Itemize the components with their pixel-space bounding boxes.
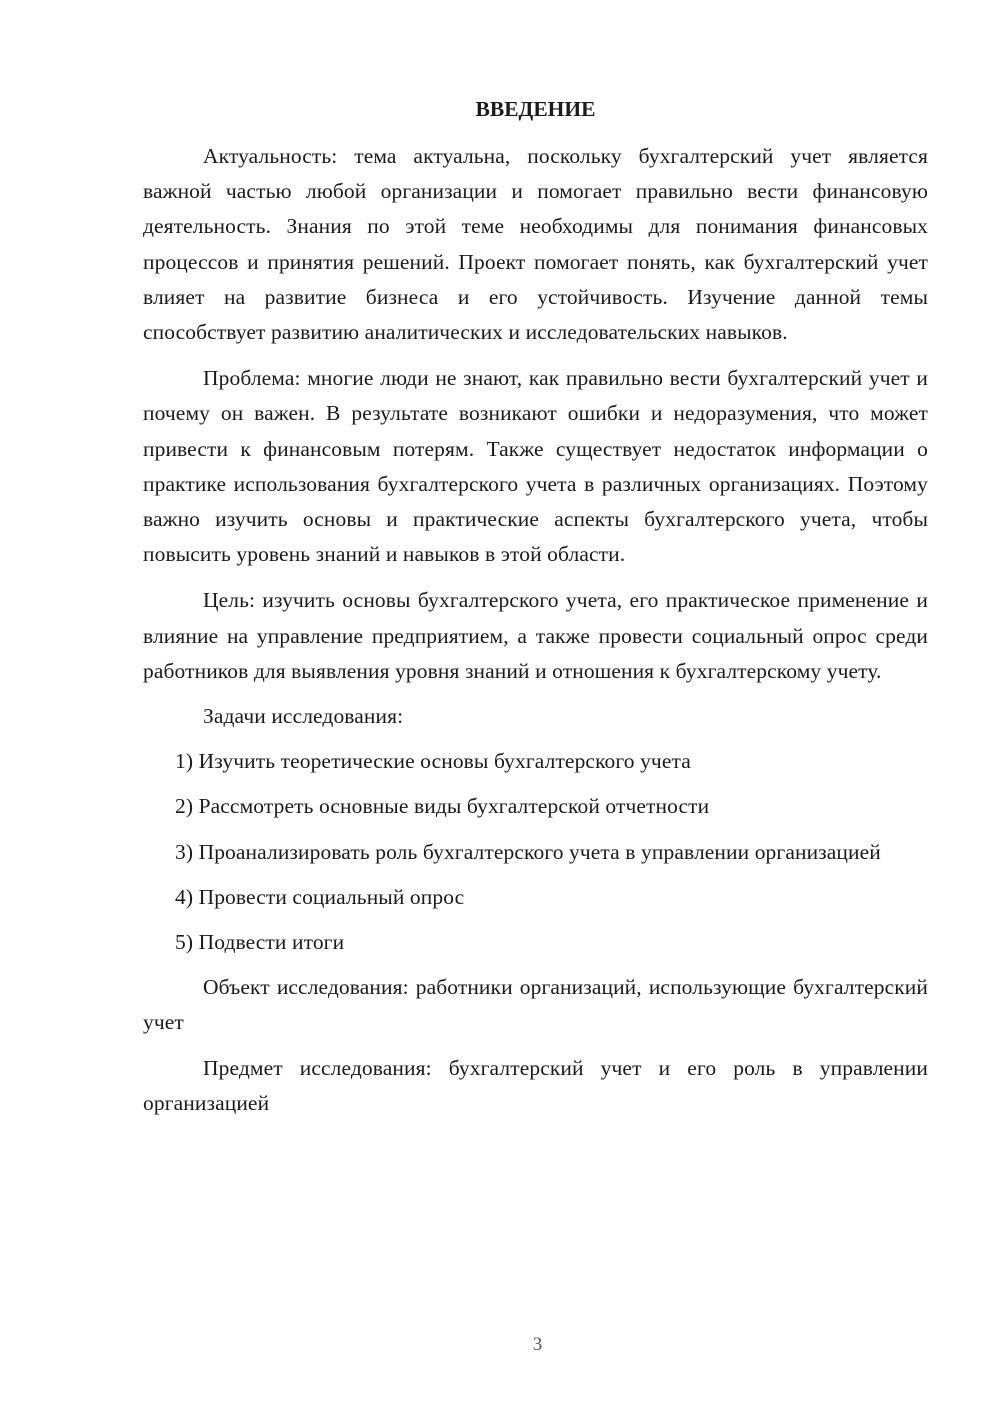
subject-paragraph: Предмет исследования: бухгалтерский учет и его роль в управлении организацией (143, 1055, 928, 1115)
task-item: 3) Проанализировать роль бухгалтерского учета в управлении организацией (175, 839, 881, 864)
relevance-paragraph: Актуальность: тема актуальна, поскольку бухгалтерский учет является важной частью любой организации и помогает правильно вести финансовую деятельность. Знания по этой теме необходимы для понимания финансовых процессов и принятия решений. Проект помогает понять, как бухгалтерский учет влияет на развитие бизнеса и его устойчивость. Изучение данной темы способствует развитию аналитических и исследовательских навыков. (143, 144, 928, 345)
problem-paragraph: Проблема: многие люди не знают, как правильно вести бухгалтерский учет и почему он важен. В результате возникают ошибки и недоразумения, что может привести к финансовым потерям. Также существует недостаток информации о практике использования бухгалтерского учета в различных организациях. Поэтому важно изучить основы и практические аспекты бухгалтерского учета, чтобы повысить уровень знаний и навыков в этой области. (143, 366, 928, 567)
tasks-title: Задачи исследования: (203, 704, 404, 729)
object-paragraph: Объект исследования: работники организаций, использующие бухгалтерский учет (143, 975, 928, 1035)
page-content (143, 92, 928, 1131)
goal-paragraph: Цель: изучить основы бухгалтерского учета, его практическое применение и влияние на управление предприятием, а также провести социальный опрос среди работников для выявления уровня знаний и отношения к бухгалтерскому учету. (143, 588, 928, 683)
page-number: 3 (532, 1334, 543, 1355)
section-heading: ВВЕДЕНИЕ (475, 97, 596, 121)
task-item: 5) Подвести итоги (175, 930, 345, 955)
task-item: 1) Изучить теоретические основы бухгалтерского учета (175, 749, 691, 774)
task-item: 4) Провести социальный опрос (175, 884, 465, 909)
task-item: 2) Рассмотреть основные виды бухгалтерской отчетности (175, 794, 710, 819)
